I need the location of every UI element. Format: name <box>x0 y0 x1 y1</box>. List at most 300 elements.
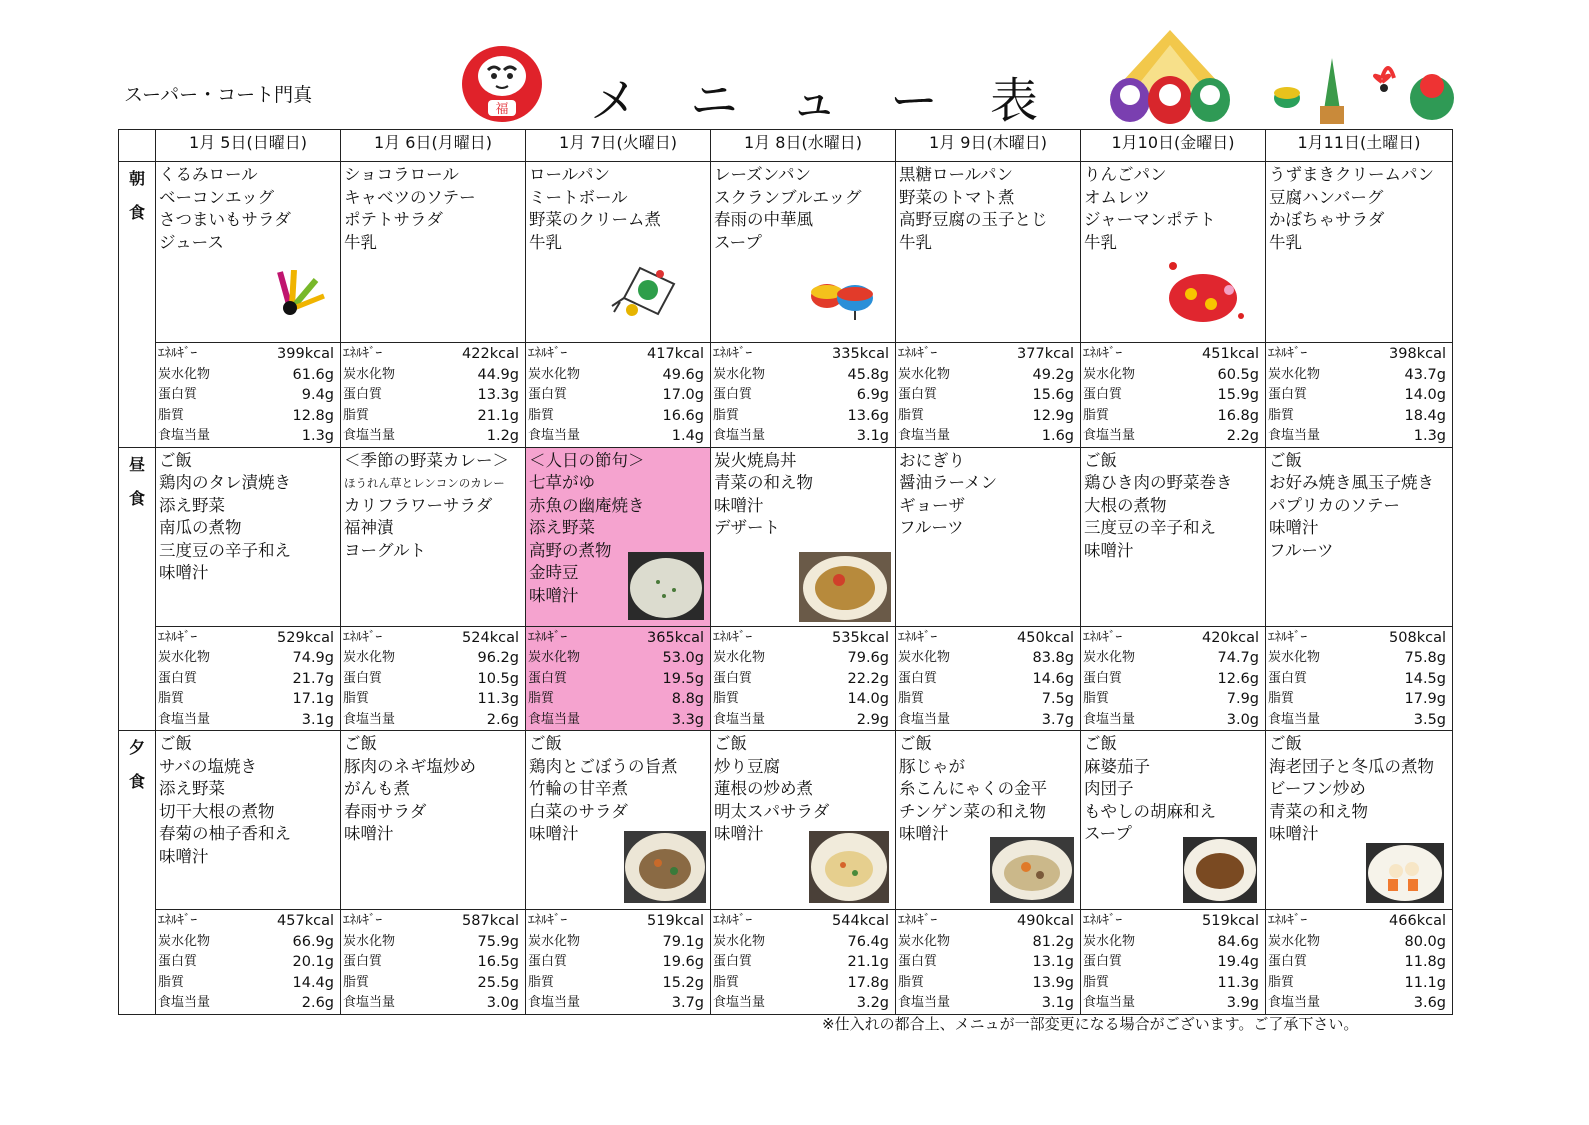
nutrient-value: 53.0g <box>662 650 704 666</box>
nutrient-value: 84.6g <box>1217 933 1259 950</box>
dish-list <box>341 162 525 254</box>
dish-item: ご飯 <box>159 450 192 470</box>
dish-item: 麻婆茄子 <box>1084 756 1150 776</box>
day-header: 1月10日(金曜日) <box>1081 130 1266 162</box>
nutrient-label: 脂質 <box>528 691 555 706</box>
dinner-cell <box>711 731 896 910</box>
dish-list <box>1266 731 1452 846</box>
dish-item: チンゲン菜の和え物 <box>899 801 1047 821</box>
nutrient-label: ｴﾈﾙｷﾞｰ <box>1083 913 1122 928</box>
nutrient-value: 75.9g <box>477 933 519 950</box>
nutrient-value: 25.5g <box>477 974 519 991</box>
nutrient-label: 蛋白質 <box>158 670 198 686</box>
lunch-cell <box>156 447 341 626</box>
dish-item: パプリカのソテー <box>1269 495 1400 515</box>
nutrient-label: ｴﾈﾙｷﾞｰ <box>528 629 567 645</box>
dish-list <box>526 731 710 846</box>
nutrient-label: 食塩当量 <box>713 428 766 443</box>
dish-item: 竹輪の甘辛煮 <box>529 779 628 798</box>
footer-note: ※仕入れの都合上、メニュが一部変更になる場合がございます。ご了承下さい。 <box>822 1015 1359 1033</box>
dish-list <box>711 448 895 540</box>
nutrient-value: 18.4g <box>1404 407 1446 424</box>
nutrient-label: 食塩当量 <box>528 428 581 443</box>
dish-item: ご飯 <box>1269 734 1302 753</box>
nutrient-value: 79.6g <box>847 650 889 666</box>
nutrient-value: 14.6g <box>1032 670 1074 687</box>
dish-item: 春雨の中華風 <box>714 210 813 229</box>
dish-item: ご飯 <box>344 734 377 753</box>
dish-item: 鶏肉とごぼうの旨煮 <box>529 756 678 776</box>
nutrient-label: ｴﾈﾙｷﾞｰ <box>1268 629 1307 645</box>
nutrient-label: 食塩当量 <box>713 711 766 727</box>
nutrient-value: 1.3g <box>1413 428 1446 444</box>
nutrient-value: 7.5g <box>1041 691 1074 707</box>
nutrient-value: 1.3g <box>301 428 334 444</box>
nutrient-value: 61.6g <box>292 366 334 383</box>
nutrient-value: 80.0g <box>1404 933 1446 950</box>
dish-item: りんごパン <box>1084 165 1167 184</box>
nutrition-table <box>1266 627 1452 731</box>
nutrient-value: 3.9g <box>1226 995 1259 1011</box>
dish-item: お好み焼き風玉子焼き <box>1269 473 1434 492</box>
dish-list <box>341 448 525 563</box>
nutrient-label: 脂質 <box>898 974 925 990</box>
nutrient-label: 炭水化物 <box>898 650 951 665</box>
nutrition-table <box>341 343 525 447</box>
nutrient-label: 食塩当量 <box>1083 428 1136 443</box>
nutrient-label: 蛋白質 <box>1083 954 1123 969</box>
breakfast-cell <box>526 162 711 343</box>
dish-item: ジュース <box>159 232 224 252</box>
dish-item: くるみロール <box>159 165 258 184</box>
dish-item: フルーツ <box>899 518 964 537</box>
dish-item: 大根の煮物 <box>1084 495 1167 515</box>
nutrient-label: 食塩当量 <box>158 995 211 1010</box>
nutrient-label: 蛋白質 <box>713 387 753 402</box>
nutrient-label: 炭水化物 <box>1268 933 1321 949</box>
dish-item: フルーツ <box>1269 540 1334 560</box>
nutrient-value: 420kcal <box>1202 629 1259 646</box>
nutrient-label: 食塩当量 <box>343 428 396 443</box>
nutrition-cell <box>1081 910 1266 1015</box>
nutrient-label: 蛋白質 <box>528 670 568 686</box>
nutrient-value: 19.5g <box>662 670 704 687</box>
dish-item: ヨーグルト <box>344 540 427 560</box>
dinner-nutrition-row <box>119 910 1453 1015</box>
dish-list <box>896 731 1080 846</box>
nutrition-table <box>526 343 710 447</box>
nutrient-value: 2.6g <box>486 711 519 728</box>
nutrient-label: ｴﾈﾙｷﾞｰ <box>158 346 197 361</box>
nutrient-label: 炭水化物 <box>898 933 951 949</box>
nutrition-table <box>1081 627 1265 731</box>
dish-item: 炭火焼鳥丼 <box>714 450 797 470</box>
nutrient-label: 食塩当量 <box>713 995 766 1010</box>
svg-text:福: 福 <box>495 102 509 117</box>
lunch-label <box>119 447 156 731</box>
nutrient-label: 食塩当量 <box>343 995 396 1010</box>
dish-item: ショコラロール <box>344 165 459 184</box>
dish-item: ご飯 <box>899 734 932 753</box>
dish-item: 青菜の和え物 <box>1269 801 1368 821</box>
nutrient-value: 11.3g <box>1217 974 1259 991</box>
nutrient-value: 12.8g <box>292 407 334 424</box>
menu-table <box>118 129 1453 1015</box>
nutrient-label: 蛋白質 <box>343 670 383 686</box>
dish-item: 豚肉のネギ塩炒め <box>344 756 476 776</box>
dish-list <box>896 162 1080 254</box>
nutrition-table <box>896 627 1080 731</box>
dinner-cell <box>341 731 526 910</box>
nutrition-cell <box>341 626 526 731</box>
nutrient-label: 脂質 <box>158 407 185 423</box>
nutrient-value: 365kcal <box>647 629 704 646</box>
dish-list <box>1081 162 1265 254</box>
dish-list <box>1266 448 1452 563</box>
nutrient-value: 43.7g <box>1404 366 1446 383</box>
nutrient-label: 炭水化物 <box>713 650 766 665</box>
nutrient-label: 蛋白質 <box>1268 954 1308 969</box>
dish-item: ほうれん草とレンコンのカレー <box>344 476 505 490</box>
nutrient-value: 13.1g <box>1032 954 1074 970</box>
nutrient-label: 蛋白質 <box>528 387 568 402</box>
nutrient-label: 蛋白質 <box>158 954 198 969</box>
nutrition-cell <box>156 626 341 731</box>
nutrient-label: 炭水化物 <box>898 366 951 382</box>
breakfast-dishes-row <box>119 162 1453 343</box>
dish-item: 牛乳 <box>344 232 377 252</box>
nutrient-label: 食塩当量 <box>528 995 581 1010</box>
nutrient-label: 炭水化物 <box>158 933 211 949</box>
nutrient-value: 422kcal <box>462 346 519 362</box>
nutrition-cell <box>1266 343 1453 448</box>
dish-item: 牛乳 <box>529 232 562 252</box>
header-corner <box>119 130 156 162</box>
dish-item: ベーコンエッグ <box>159 187 275 207</box>
nutrient-label: 蛋白質 <box>528 954 568 969</box>
nutrient-value: 74.9g <box>292 650 334 666</box>
nutrient-value: 13.9g <box>1032 974 1074 991</box>
page-title: メニュー表 <box>590 73 1091 129</box>
nutrient-label: 脂質 <box>528 407 555 423</box>
dinner-cell <box>1266 731 1453 910</box>
nutrient-value: 6.9g <box>856 387 889 403</box>
nutrient-value: 21.1g <box>477 407 519 424</box>
nutrient-label: 炭水化物 <box>343 933 396 949</box>
nutrient-value: 450kcal <box>1017 629 1074 646</box>
nutrient-label: 蛋白質 <box>1268 387 1308 402</box>
nutrient-value: 12.6g <box>1217 670 1259 687</box>
nutrition-table <box>711 910 895 1014</box>
dish-item: 黒糖ロールパン <box>899 165 1014 184</box>
nutrient-value: 10.5g <box>477 670 519 687</box>
meal-label-char: 食 <box>128 488 145 508</box>
nutrient-label: ｴﾈﾙｷﾞｰ <box>158 629 197 645</box>
nutrient-value: 16.8g <box>1217 407 1259 424</box>
dish-list <box>1266 162 1452 254</box>
lunch-cell <box>1081 447 1266 626</box>
nutrient-value: 587kcal <box>462 913 519 929</box>
dish-item: 味噌汁 <box>159 846 209 866</box>
nutrient-label: 炭水化物 <box>1083 366 1136 382</box>
nutrient-value: 417kcal <box>647 346 704 362</box>
dish-list <box>156 448 340 585</box>
nutrient-label: 蛋白質 <box>1268 670 1308 686</box>
dish-item: 味噌汁 <box>344 824 394 843</box>
nutrition-table <box>1081 343 1265 447</box>
nutrient-label: 蛋白質 <box>898 670 938 686</box>
dish-item: ポテトサラダ <box>344 210 443 229</box>
nutrient-value: 22.2g <box>847 670 889 687</box>
breakfast-cell <box>896 162 1081 343</box>
dish-item: 牛乳 <box>899 232 932 252</box>
nutrition-table <box>711 343 895 447</box>
nutrition-table <box>156 343 340 447</box>
day-header: 1月 5日(日曜日) <box>156 130 341 162</box>
nutrient-value: 11.3g <box>477 691 519 707</box>
nutrient-label: 脂質 <box>713 691 740 706</box>
nutrition-table <box>896 910 1080 1014</box>
dish-item: ご飯 <box>714 734 747 753</box>
dinner-cell <box>156 731 341 910</box>
nutrient-value: 75.8g <box>1404 650 1446 666</box>
nutrient-value: 524kcal <box>462 629 519 646</box>
nutrient-label: ｴﾈﾙｷﾞｰ <box>343 629 382 645</box>
dish-item: オムレツ <box>1084 187 1150 207</box>
dish-item: ご飯 <box>1269 450 1302 470</box>
nutrient-value: 12.9g <box>1032 407 1074 424</box>
nutrient-label: ｴﾈﾙｷﾞｰ <box>898 913 937 928</box>
dish-item: ミートボール <box>529 187 628 207</box>
meal-label-char: 昼 <box>128 454 145 474</box>
nutrient-label: ｴﾈﾙｷﾞｰ <box>898 346 937 361</box>
nutrient-label: ｴﾈﾙｷﾞｰ <box>343 913 382 928</box>
nutrient-value: 11.1g <box>1404 974 1446 991</box>
dish-item: 春雨サラダ <box>344 801 427 821</box>
dish-item: 野菜のクリーム煮 <box>529 210 661 229</box>
nutrient-label: 食塩当量 <box>1083 995 1136 1010</box>
dish-item: ＜人日の節句＞ <box>529 450 645 470</box>
dish-item: 豆腐ハンバーグ <box>1269 187 1384 207</box>
dish-item: 牛乳 <box>1269 232 1302 252</box>
dish-item: 鶏肉のタレ漬焼き <box>159 473 291 492</box>
nutrient-label: 脂質 <box>1083 691 1110 706</box>
nutrient-value: 76.4g <box>847 933 889 950</box>
nutrient-label: 脂質 <box>343 691 370 706</box>
nutrient-label: 炭水化物 <box>158 366 211 382</box>
nutrient-label: ｴﾈﾙｷﾞｰ <box>898 629 937 645</box>
nutrient-value: 3.7g <box>671 995 704 1011</box>
dish-item: 切干大根の煮物 <box>159 801 275 821</box>
dish-item: 味噌汁 <box>1269 824 1319 843</box>
nutrient-value: 14.5g <box>1404 670 1446 687</box>
dish-item: もやしの胡麻和え <box>1084 801 1216 821</box>
nutrient-label: 炭水化物 <box>713 933 766 949</box>
nutrient-value: 17.1g <box>292 691 334 707</box>
nutrient-value: 20.1g <box>292 954 334 970</box>
nutrient-value: 14.4g <box>292 974 334 991</box>
nutrient-label: 食塩当量 <box>343 711 396 727</box>
nutrient-label: 食塩当量 <box>158 428 211 443</box>
nutrient-value: 13.3g <box>477 387 519 403</box>
dish-item: ＜季節の野菜カレー＞ <box>344 450 509 470</box>
nutrient-label: 脂質 <box>713 407 740 423</box>
nutrient-value: 519kcal <box>647 913 704 929</box>
nutrition-table <box>341 627 525 731</box>
nutrient-value: 490kcal <box>1017 913 1074 929</box>
breakfast-cell <box>156 162 341 343</box>
dish-item: スープ <box>1084 824 1132 843</box>
day-header-row <box>119 130 1453 162</box>
nutrient-value: 519kcal <box>1202 913 1259 929</box>
nutrient-label: 蛋白質 <box>1083 387 1123 402</box>
lunch-cell-highlighted <box>526 447 711 626</box>
nutrient-label: ｴﾈﾙｷﾞｰ <box>1268 346 1307 361</box>
nutrient-label: 脂質 <box>158 691 185 706</box>
nutrition-cell <box>526 343 711 448</box>
nutrient-label: 蛋白質 <box>1083 670 1123 686</box>
nutrition-cell <box>896 910 1081 1015</box>
nutrient-label: 蛋白質 <box>898 954 938 969</box>
nutrient-label: 脂質 <box>158 974 185 990</box>
ebi-dango-photo <box>1366 843 1444 903</box>
nutrient-label: 蛋白質 <box>158 387 198 402</box>
dish-list <box>156 731 340 868</box>
dish-item: ご飯 <box>1084 734 1117 753</box>
nutrient-value: 83.8g <box>1032 650 1074 666</box>
nutrient-value: 79.1g <box>662 933 704 950</box>
nutrient-label: 食塩当量 <box>1268 711 1321 727</box>
nutrient-value: 457kcal <box>277 913 334 929</box>
nutrient-value: 16.5g <box>477 954 519 970</box>
nutrition-cell <box>711 626 896 731</box>
nutrient-label: 蛋白質 <box>343 387 383 402</box>
nutrient-value: 2.2g <box>1226 428 1259 444</box>
nutrition-cell-highlighted <box>526 626 711 731</box>
nutrition-cell <box>711 910 896 1015</box>
dish-item: 添え野菜 <box>529 518 595 537</box>
nutrient-label: 食塩当量 <box>898 995 951 1010</box>
nutrition-cell <box>156 910 341 1015</box>
nutrient-label: 食塩当量 <box>898 711 951 727</box>
dish-item: 海老団子と冬瓜の煮物 <box>1269 756 1434 776</box>
iri-dofu-photo <box>809 831 889 903</box>
dish-item: ジャーマンポテト <box>1084 210 1216 229</box>
nutrient-label: ｴﾈﾙｷﾞｰ <box>713 346 752 361</box>
nutrient-value: 544kcal <box>832 913 889 929</box>
dish-item: かぼちゃサラダ <box>1269 210 1385 229</box>
dinner-cell <box>896 731 1081 910</box>
nutrient-value: 1.6g <box>1041 428 1074 444</box>
nutrient-label: 食塩当量 <box>158 711 211 727</box>
nutrient-value: 3.1g <box>1041 995 1074 1011</box>
dish-item: 福神漬 <box>344 518 394 537</box>
nutrient-label: 蛋白質 <box>713 954 753 969</box>
nutrition-cell <box>896 343 1081 448</box>
nutrient-value: 21.1g <box>847 954 889 970</box>
nutrient-value: 11.8g <box>1404 954 1446 970</box>
day-header: 1月 8日(水曜日) <box>711 130 896 162</box>
nutrition-cell <box>1081 343 1266 448</box>
nutrient-value: 21.7g <box>292 670 334 687</box>
dish-item: スクランブルエッグ <box>714 187 862 207</box>
nutrient-value: 9.4g <box>301 387 334 403</box>
nutrient-value: 17.9g <box>1404 691 1446 707</box>
nutrient-value: 451kcal <box>1202 346 1259 362</box>
nutrient-value: 74.7g <box>1217 650 1259 666</box>
breakfast-cell <box>1081 162 1266 343</box>
nanakusa-gayu-photo <box>628 552 704 620</box>
nutrient-value: 17.0g <box>662 387 704 403</box>
nutrition-cell <box>1081 626 1266 731</box>
breakfast-cell <box>1266 162 1453 343</box>
dish-item: 高野の煮物 <box>529 540 612 560</box>
nutrient-label: 炭水化物 <box>1083 650 1136 665</box>
dish-item: ビーフン炒め <box>1269 779 1366 798</box>
dish-item: 青菜の和え物 <box>714 473 813 492</box>
nutrient-value: 81.2g <box>1032 933 1074 950</box>
nutrient-value: 2.6g <box>301 995 334 1011</box>
nutrient-value: 3.0g <box>486 995 519 1011</box>
nutrient-value: 7.9g <box>1226 691 1259 707</box>
dish-item: 金時豆 <box>529 563 579 582</box>
dish-list <box>341 731 525 846</box>
nutrient-label: ｴﾈﾙｷﾞｰ <box>1268 913 1307 928</box>
dish-item: 蓮根の炒め煮 <box>714 779 813 798</box>
spinning-top-icon <box>809 274 877 322</box>
dish-item: ご飯 <box>159 734 192 753</box>
nutrition-cell <box>1266 910 1453 1015</box>
day-header: 1月 9日(木曜日) <box>896 130 1081 162</box>
nutrition-table <box>1081 910 1265 1014</box>
nutrient-value: 8.8g <box>671 691 704 707</box>
nutrient-value: 14.0g <box>1404 387 1446 403</box>
dish-item: 白菜のサラダ <box>529 801 628 821</box>
nutrient-label: 炭水化物 <box>528 366 581 382</box>
nutrient-value: 3.2g <box>856 995 889 1011</box>
nikujaga-photo <box>990 837 1074 903</box>
dish-item: ご飯 <box>529 734 562 753</box>
new-year-ornaments-icon <box>1272 48 1462 128</box>
nutrient-label: 蛋白質 <box>898 387 938 402</box>
nutrient-value: 1.4g <box>671 428 704 444</box>
nutrient-value: 2.9g <box>856 711 889 728</box>
nutrition-table <box>896 343 1080 447</box>
dish-item: 味噌汁 <box>899 824 949 843</box>
dish-item: サバの塩焼き <box>159 756 258 776</box>
dish-item: ロールパン <box>529 165 611 184</box>
nutrient-label: 脂質 <box>528 974 555 990</box>
daruma-fan-icon <box>1090 25 1250 125</box>
nutrition-cell <box>896 626 1081 731</box>
nutrition-table <box>711 627 895 731</box>
nutrient-label: ｴﾈﾙｷﾞｰ <box>343 346 382 361</box>
nutrient-label: ｴﾈﾙｷﾞｰ <box>528 346 567 361</box>
nutrient-label: 蛋白質 <box>343 954 383 969</box>
nutrient-label: ｴﾈﾙｷﾞｰ <box>528 913 567 928</box>
nutrient-value: 19.4g <box>1217 954 1259 970</box>
nutrient-value: 44.9g <box>477 366 519 383</box>
nutrient-label: 脂質 <box>898 691 925 706</box>
nutrient-label: 脂質 <box>343 974 370 990</box>
nutrient-value: 377kcal <box>1017 346 1074 362</box>
nutrient-value: 49.6g <box>662 366 704 383</box>
dish-item: 味噌汁 <box>529 585 579 605</box>
dish-item: 七草がゆ <box>529 473 595 492</box>
dish-item: 味噌汁 <box>1084 540 1134 560</box>
nutrient-label: 食塩当量 <box>1268 995 1321 1010</box>
nutrient-value: 335kcal <box>832 346 889 362</box>
